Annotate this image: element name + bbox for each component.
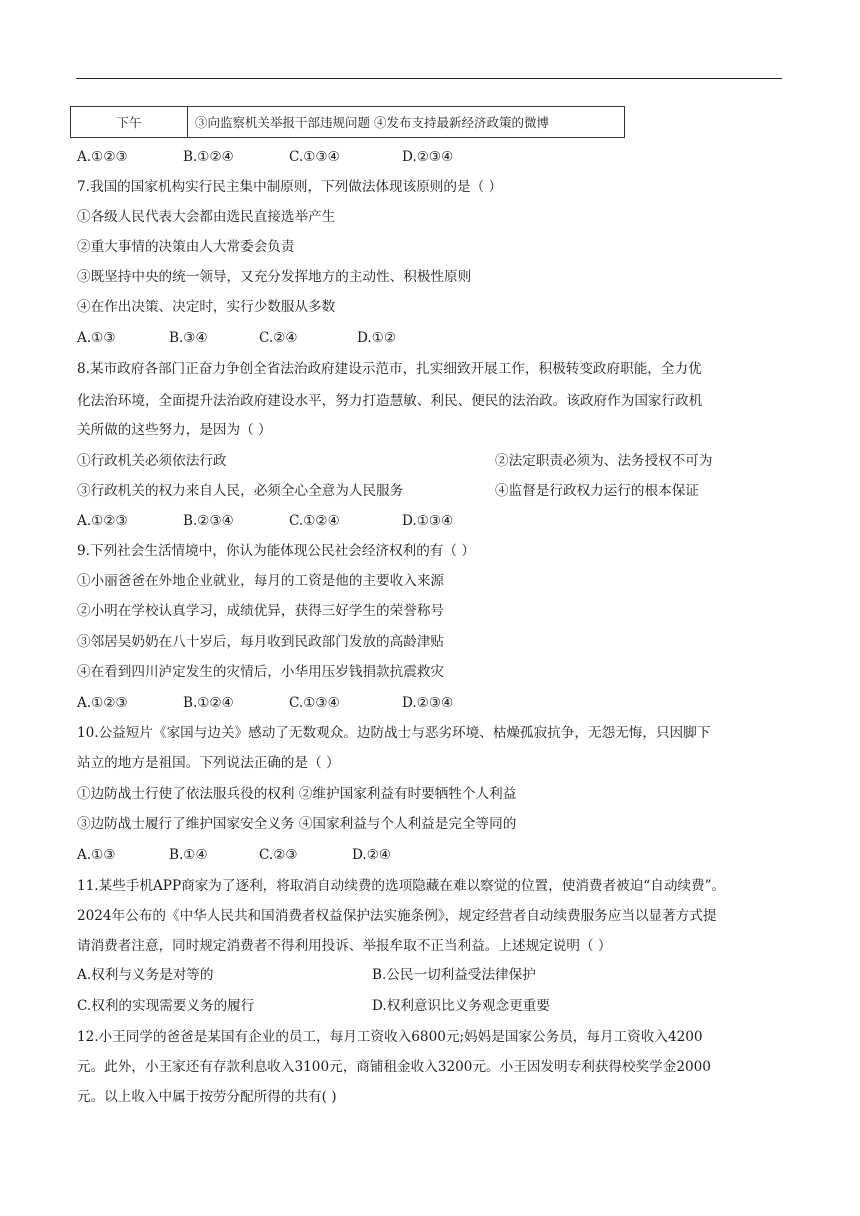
q8-option-d[interactable]: D.①③④ — [402, 513, 454, 529]
q6-option-c[interactable]: C.①③④ — [289, 149, 340, 165]
q8-stem-line-2: 化法治环境，全面提升法治政府建设水平，努力打造慧敏、利民、便民的法治政。该政府作为国家行政机 — [77, 393, 703, 409]
q8-stem-line-3: 关所做的这些努力，是因为（ ） — [77, 422, 272, 438]
schedule-table-row — [70, 106, 625, 138]
q7-item-3: ③既坚持中央的统一领导，又充分发挥地方的主动性、积极性原则 — [77, 269, 472, 285]
q9-option-a[interactable]: A.①②③ — [77, 695, 128, 711]
q6-option-b[interactable]: B.①②④ — [183, 149, 234, 165]
q11-option-b[interactable]: B.公民一切利益受法律保护 — [372, 967, 536, 983]
q8-item-3: ③行政机关的权力来自人民，必须全心全意为人民服务 — [77, 483, 404, 499]
table-content-cell: ③向监察机关举报干部违规问题 ④发布支持最新经济政策的微博 — [195, 115, 549, 130]
q8-option-c[interactable]: C.①②④ — [289, 513, 340, 529]
q8-option-a[interactable]: A.①②③ — [77, 513, 128, 529]
q8-items-row-2 — [77, 481, 777, 501]
q12-stem-line-1: 12.小王同学的爸爸是某国有企业的员工，每月工资收入6800元;妈妈是国家公务员，每月工资收入4200 — [77, 1029, 703, 1045]
q9-option-b[interactable]: B.①②④ — [183, 695, 234, 711]
q11-option-d[interactable]: D.权利意识比义务观念更重要 — [372, 998, 550, 1014]
q9-item-1: ①小丽爸爸在外地企业就业，每月的工资是他的主要收入来源 — [77, 573, 445, 589]
q10-items-row-1: ①边防战士行使了依法服兵役的权利 ②维护国家利益有时要牺牲个人利益 — [77, 786, 517, 802]
q10-stem-line-2: 站立的地方是祖国。下列说法正确的是（ ） — [77, 755, 340, 771]
q9-option-c[interactable]: C.①③④ — [289, 695, 340, 711]
q11-stem-line-1: 11.某些手机APP商家为了逐利，将取消自动续费的选项隐藏在难以察觉的位置，使消费者被迫“自动续费”。 — [77, 878, 726, 894]
q10-option-a[interactable]: A.①③ — [77, 847, 116, 863]
q7-item-4: ④在作出决策、决定时，实行少数服从多数 — [77, 299, 336, 315]
q11-options-row-2 — [77, 996, 777, 1016]
q7-item-2: ②重大事情的决策由人大常委会负责 — [77, 239, 295, 255]
q11-stem-line-3: 请消费者注意，同时规定消费者不得利用投诉、举报牟取不正当利益。上述规定说明（ ） — [77, 938, 612, 954]
q7-stem: 7.我国的国家机构实行民主集中制原则，下列做法体现该原则的是（ ） — [77, 179, 503, 195]
q7-option-a[interactable]: A.①③ — [77, 330, 116, 346]
q10-stem-line-1: 10.公益短片《家国与边关》感动了无数观众。边防战士与恶劣环境、枯燥孤寂抗争，无怨无悔，只因脚下 — [77, 725, 711, 741]
q11-option-a[interactable]: A.权利与义务是对等的 — [77, 967, 214, 983]
q8-item-2: ②法定职责必须为、法务授权不可为 — [495, 453, 713, 469]
q9-item-3: ③邻居吴奶奶在八十岁后，每月收到民政部门发放的高龄津贴 — [77, 634, 445, 650]
q8-stem-line-1: 8.某市政府各部门正奋力争创全省法治政府建设示范市，扎实细致开展工作，积极转变政府职能，全力优 — [77, 361, 702, 377]
q10-option-c[interactable]: C.②③ — [259, 847, 298, 863]
table-time-cell: 下午 — [71, 107, 188, 137]
q10-items-row-2: ③边防战士履行了维护国家安全义务 ④国家利益与个人利益是完全等同的 — [77, 816, 517, 832]
q6-option-a[interactable]: A.①②③ — [77, 149, 128, 165]
q11-stem-line-2: 2024年公布的《中华人民共和国消费者权益保护法实施条例》，规定经营者自动续费服务应当以显著方式提 — [77, 908, 717, 924]
q8-item-1: ①行政机关必须依法行政 — [77, 453, 227, 469]
q10-option-d[interactable]: D.②④ — [352, 847, 392, 863]
q9-stem: 9.下列社会生活情境中，你认为能体现公民社会经济权利的有（ ） — [77, 543, 475, 559]
q9-option-d[interactable]: D.②③④ — [402, 695, 454, 711]
q6-option-d[interactable]: D.②③④ — [402, 149, 454, 165]
q8-items-row-1 — [77, 451, 777, 471]
header-rule — [76, 78, 782, 79]
q11-option-c[interactable]: C.权利的实现需要义务的履行 — [77, 998, 255, 1014]
q7-option-d[interactable]: D.①② — [357, 330, 397, 346]
q7-option-c[interactable]: C.②④ — [259, 330, 298, 346]
q8-option-b[interactable]: B.②③④ — [183, 513, 234, 529]
q7-option-b[interactable]: B.③④ — [169, 330, 208, 346]
q9-item-2: ②小明在学校认真学习，成绩优异，获得三好学生的荣誉称号 — [77, 603, 445, 619]
q10-option-b[interactable]: B.①④ — [169, 847, 208, 863]
q8-item-4: ④监督是行政权力运行的根本保证 — [495, 483, 699, 499]
q12-stem-line-2: 元。此外，小王家还有存款利息收入3100元，商铺租金收入3200元。小王因发明专利获得校奖学金2000 — [77, 1059, 711, 1075]
q9-item-4: ④在看到四川泸定发生的灾情后，小华用压岁钱捐款抗震救灾 — [77, 664, 445, 680]
q7-item-1: ①各级人民代表大会都由选民直接选举产生 — [77, 209, 336, 225]
q11-options-row-1 — [77, 965, 777, 985]
q12-stem-line-3: 元。以上收入中属于按劳分配所得的共有( ) — [77, 1089, 337, 1105]
